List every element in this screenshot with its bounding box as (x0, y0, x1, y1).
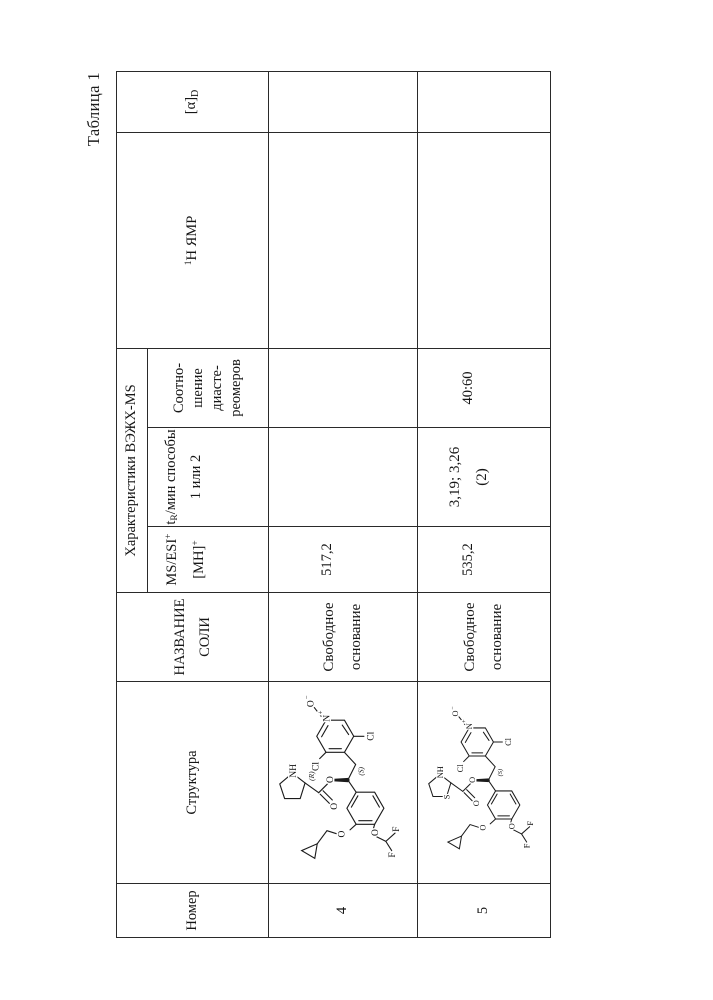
ether-o-top-label: O (477, 825, 487, 832)
ether-o-top-label: O (336, 831, 347, 839)
f2-label: F (525, 821, 535, 827)
rt-value-line1: 3,19; 3,26 (447, 446, 463, 508)
table-caption: Таблица 1 (84, 72, 103, 147)
ester-o-label: O (467, 777, 477, 784)
atom-labels (288, 696, 401, 858)
salt-line1: Свободное (321, 602, 337, 672)
mh-plus: + (191, 540, 201, 546)
atom-labels (435, 706, 534, 849)
cell-ratio-4 (269, 348, 418, 427)
table-row-5 (418, 71, 551, 937)
nh-label: NH (435, 766, 445, 779)
ms-esi-base: MS/ESI (164, 538, 180, 586)
ratio-line2: шение (190, 368, 206, 408)
rt-rest: /мин способы (163, 429, 179, 515)
rt-subscript: R (170, 514, 180, 521)
chemical-structure-row5 (421, 697, 548, 869)
cell-nmr-4 (269, 132, 418, 348)
cell-ms-5: 535,2 (418, 527, 551, 593)
ms-esi-line2 (184, 527, 211, 592)
ratio-line4: реомеров (228, 359, 244, 417)
ms-esi-line1 (157, 527, 184, 592)
ratio-line1: Соотно- (171, 362, 187, 414)
carbonyl-o-label: O (329, 803, 340, 811)
cell-salt-5 (418, 593, 551, 682)
col-header-alpha (117, 71, 269, 132)
col-header-salt-name (117, 593, 269, 682)
salt-line1: Свободное (462, 602, 478, 672)
cl-top-label: Cl (455, 764, 465, 773)
col-header-number: Номер (117, 884, 269, 938)
nmr-superscript: 1 (183, 260, 194, 266)
cell-rt-5 (418, 428, 551, 527)
col-header-hplc-group: Характеристики ВЭЖХ-MS (117, 348, 148, 592)
col-header-structure: Структура (117, 682, 269, 884)
stereocenter-dot (346, 779, 349, 782)
s-stereo-label: (S) (355, 767, 365, 777)
nh-label: NH (288, 764, 299, 779)
f1-label: F (387, 852, 398, 859)
ester-o-label: O (325, 776, 336, 784)
nmr-label: H ЯМР (183, 215, 200, 261)
ratio-line3: диасте- (209, 365, 225, 411)
oxide-charge-label: − (449, 706, 456, 711)
cl-bottom-label: Cl (503, 738, 513, 747)
s-stereo-label: (S) (496, 769, 504, 777)
salt-header-line1: НАЗВАНИЕ (171, 598, 188, 676)
oxide-charge-label: − (302, 695, 310, 700)
alpha-label: [α] (183, 96, 200, 115)
oxide-o-label: O (450, 710, 460, 717)
ether-o-bottom-label: O (370, 829, 381, 837)
cell-rt-4 (269, 428, 418, 527)
ms-esi-plus: + (164, 533, 174, 539)
cell-number-4: 4 (269, 884, 418, 938)
salt-line2: основание (348, 603, 364, 671)
salt-header-line2: СОЛИ (196, 617, 213, 657)
compound-table (116, 71, 551, 938)
stereocenter-dot (486, 779, 489, 782)
cell-alpha-5 (418, 71, 551, 132)
salt-line2: основание (489, 603, 505, 671)
r-stereo-label: (R) (306, 771, 316, 782)
header-row-top (117, 71, 148, 937)
retention-line2: 1 или 2 (188, 454, 204, 500)
carbonyl-o-label: O (471, 800, 481, 807)
cl-bottom-label: Cl (366, 732, 377, 742)
cell-alpha-4 (269, 71, 418, 132)
cell-salt-4 (269, 593, 418, 682)
cell-nmr-5 (418, 132, 551, 348)
oxide-o-label: O (305, 700, 316, 708)
col-header-nmr (117, 132, 269, 348)
n-charge-label: + (461, 719, 468, 724)
rt-t: t (163, 520, 179, 525)
chemical-structure-row4 (271, 684, 416, 882)
n-label: N (321, 715, 332, 723)
ring-s-label: S (442, 795, 452, 800)
table-row-4 (269, 71, 418, 937)
cl-top-label: Cl (311, 762, 322, 772)
cell-ratio-5: 40:60 (418, 348, 551, 427)
rt-value-line2: (2) (474, 468, 490, 486)
mh-base: [MH] (191, 545, 207, 579)
f2-label: F (391, 827, 402, 833)
f1-label: F (522, 844, 532, 849)
ether-o-bottom-label: O (507, 823, 517, 830)
cell-number-5: 5 (418, 884, 551, 938)
col-header-ratio (148, 348, 269, 427)
alpha-subscript: D (190, 89, 202, 97)
cell-structure-5 (418, 682, 551, 884)
col-header-ms-esi (148, 527, 269, 593)
cell-structure-4 (269, 682, 418, 884)
n-label: N (464, 723, 474, 730)
retention-line1 (161, 428, 186, 526)
cell-ms-4: 517,2 (269, 527, 418, 593)
col-header-retention (148, 428, 269, 527)
n-charge-label: + (317, 710, 325, 715)
